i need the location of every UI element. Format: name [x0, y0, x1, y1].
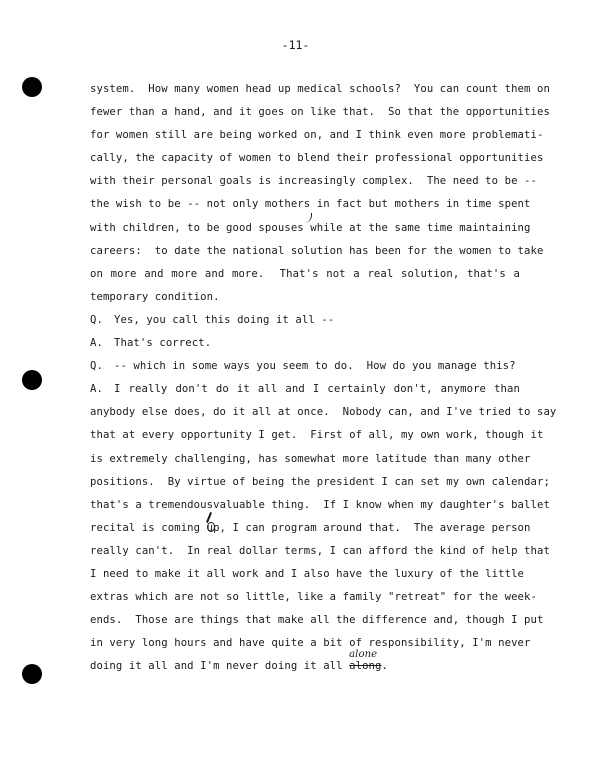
text-line: temporary condition. — [90, 290, 220, 303]
utterance: That's correct. — [114, 337, 212, 350]
struck-word: along — [349, 660, 382, 673]
text-line: fewer than a hand, and it goes on like that. So that the opportunities — [90, 106, 550, 119]
speaker-label: Q. — [90, 313, 103, 326]
utterance: I really don't do it all and I certainly don't, anymore than — [114, 383, 520, 396]
text-line: extras which are not so little, like a family "retreat" for the week- — [90, 591, 537, 604]
page-number: -11- — [281, 38, 310, 52]
text-segment: . — [381, 660, 388, 673]
transcript-body — [90, 78, 557, 678]
text-line-with-edit — [90, 494, 550, 517]
text-line: with children, to be good spouses while at the same time maintaining — [90, 221, 531, 234]
text-line: on more and more and more. That's not a real solution, that's a — [90, 267, 520, 280]
punch-hole — [22, 664, 42, 684]
question-line — [90, 355, 520, 378]
text-segment: the wish to be -- not only mothers — [90, 198, 311, 211]
text-line: that at every opportunity I get. First of all, my own work, though it — [90, 429, 544, 442]
text-line: really can't. In real dollar terms, I can afford the kind of help that — [90, 544, 550, 557]
text-segment: that's a tremendous — [90, 498, 214, 511]
text-line: ends. Those are things that make all the difference and, though I put — [90, 614, 544, 627]
question-line — [90, 309, 520, 332]
answer-line — [90, 378, 520, 401]
speaker-label: A. — [90, 337, 103, 350]
text-line: for women still are being worked on, and I think even more problemati- — [90, 129, 544, 142]
text-line-with-edit — [90, 193, 531, 216]
text-line: anybody else does, do it all at once. Nobody can, and I've tried to say — [90, 406, 557, 419]
punch-hole — [22, 370, 42, 390]
text-line-with-edit — [90, 649, 520, 678]
handwritten-insertion: alone — [349, 649, 378, 661]
text-segment: doing it all and I'm never doing it all — [90, 660, 350, 673]
text-line: cally, the capacity of women to blend their professional opportunities — [90, 152, 544, 165]
handwritten-correction — [349, 649, 382, 678]
speaker-label: A. — [90, 383, 103, 396]
text-segment: in fact but mothers in time spent — [310, 198, 531, 211]
text-line: with their personal goals is increasingly complex. The need to be -- — [90, 175, 537, 188]
text-line: recital is coming up, I can program around that. The average person — [90, 521, 531, 534]
text-line: is extremely challenging, has somewhat more latitude than many other — [90, 452, 531, 465]
text-line: system. How many women head up medical schools? You can count them on — [90, 83, 550, 95]
utterance: -- which in some ways you seem to do. How do you manage this? — [114, 360, 516, 373]
answer-line — [90, 332, 520, 355]
text-line: careers: to date the national solution has been for the women to take — [90, 244, 544, 257]
speaker-label: Q. — [90, 360, 103, 373]
text-segment: valuable thing. If I know when my daughter's ballet — [213, 498, 550, 511]
text-line: in very long hours and have quite a bit of responsibility, I'm never — [90, 637, 531, 650]
text-line: positions. By virtue of being the president I can set my own calendar; — [90, 475, 550, 488]
text-line: I need to make it all work and I also have the luxury of the little — [90, 567, 525, 580]
utterance: Yes, you call this doing it all -- — [114, 313, 335, 326]
punch-hole — [22, 77, 42, 97]
